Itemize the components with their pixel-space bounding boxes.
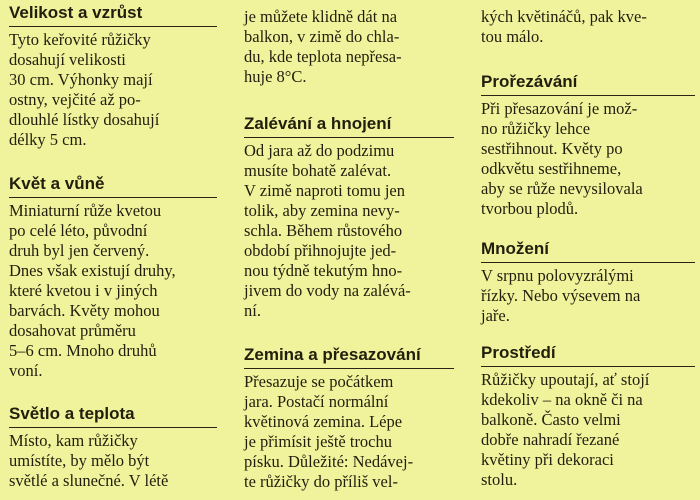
- column-2: [244, 0, 454, 500]
- text-line: jara. Postačí normální: [244, 392, 389, 411]
- text-line: Přesazuje se počátkem: [244, 372, 394, 391]
- text-line: Tyto keřovité růžičky: [9, 30, 151, 49]
- section-kvet: [9, 173, 217, 381]
- text-line: aby se růže nevysilovala: [481, 179, 643, 198]
- text-line: 30 cm. Výhonky mají: [9, 70, 153, 89]
- text-line: řízky. Nebo výsevem na: [481, 286, 641, 305]
- text-line: voní.: [9, 361, 43, 380]
- section-continued: [244, 4, 454, 87]
- section-zemina: [244, 344, 454, 492]
- text-line: světlé a slunečné. V létě: [9, 471, 169, 490]
- text-line: je můžete klidně dát na: [244, 7, 398, 26]
- text-line: Miniaturní růže kvetou: [9, 201, 162, 220]
- section-heading: Prořezávání: [481, 71, 695, 96]
- text-line: po celé léto, původní: [9, 221, 148, 240]
- column-3: [481, 0, 695, 500]
- section-body: [244, 141, 454, 321]
- text-line: délky 5 cm.: [9, 130, 87, 149]
- text-line: huje 8°C.: [244, 67, 307, 86]
- text-line: te růžičky do příliš vel-: [244, 472, 398, 491]
- section-body: [481, 99, 695, 219]
- section-svetlo: [9, 403, 217, 491]
- text-line: dosahují velikosti: [9, 50, 126, 69]
- text-line: dlouhlé lístky dosahují: [9, 110, 160, 129]
- text-line: druh byl jen červený.: [9, 241, 150, 260]
- section-body: [244, 7, 454, 87]
- section-continued: [481, 4, 695, 47]
- text-line: jivem do vody na zalévá-: [244, 281, 411, 300]
- section-heading: Prostředí: [481, 342, 695, 367]
- text-line: umístíte, by mělo být: [9, 451, 150, 470]
- text-line: V srpnu polovyzrálými: [481, 266, 634, 285]
- section-body: [481, 266, 695, 326]
- column-1: [9, 0, 217, 500]
- section-body: [481, 370, 695, 490]
- text-line: Od jara až do podzimu: [244, 141, 395, 160]
- text-line: je přimísit ještě trochu: [244, 432, 393, 451]
- text-line: balkoně. Často velmi: [481, 410, 621, 429]
- text-line: období přihnojujte jed-: [244, 241, 397, 260]
- text-line: Při přesazování je mož-: [481, 99, 638, 118]
- text-line: dobře nahradí řezané: [481, 430, 620, 449]
- text-line: Místo, kam růžičky: [9, 431, 138, 450]
- text-line: musíte bohatě zalévat.: [244, 161, 392, 180]
- text-line: kdekoliv – na okně či na: [481, 390, 643, 409]
- text-line: tou málo.: [481, 27, 544, 46]
- text-line: Dnes však existují druhy,: [9, 261, 176, 280]
- section-prorezavani: [481, 71, 695, 219]
- text-line: stolu.: [481, 470, 518, 489]
- text-line: schla. Během růstového: [244, 221, 403, 240]
- section-heading: Velikost a vzrůst: [9, 2, 217, 27]
- text-line: tolik, aby zemina nevy-: [244, 201, 400, 220]
- text-line: kých květináčů, pak kve-: [481, 7, 647, 26]
- section-body: [244, 372, 454, 492]
- section-body: [481, 7, 695, 47]
- text-line: V zimě naproti tomu jen: [244, 181, 405, 200]
- section-body: [9, 201, 217, 381]
- text-line: písku. Důležité: Nedávej-: [244, 452, 414, 471]
- text-line: du, kde teplota nepřesa-: [244, 47, 402, 66]
- text-line: no růžičky lehce: [481, 119, 591, 138]
- text-line: jaře.: [481, 306, 510, 325]
- section-heading: Množení: [481, 238, 695, 263]
- text-line: květinová zemina. Lépe: [244, 412, 403, 431]
- text-line: 5–6 cm. Mnoho druhů: [9, 341, 157, 360]
- section-body: [9, 431, 217, 491]
- section-mnozeni: [481, 238, 695, 326]
- section-body: [9, 30, 217, 150]
- text-line: ní.: [244, 301, 261, 320]
- text-line: sestřihnout. Květy po: [481, 139, 623, 158]
- section-zalevani: [244, 113, 454, 321]
- text-line: které kvetou i v jiných: [9, 281, 158, 300]
- text-line: dosahovat průměru: [9, 321, 136, 340]
- text-line: tvorbou plodů.: [481, 199, 579, 218]
- text-line: nou týdně tekutým hno-: [244, 261, 403, 280]
- text-line: balkon, v zimě do chla-: [244, 27, 400, 46]
- section-heading: Zemina a přesazování: [244, 344, 454, 369]
- section-prostredi: [481, 342, 695, 490]
- section-heading: Květ a vůně: [9, 173, 217, 198]
- text-line: Růžičky upoutají, ať stojí: [481, 370, 650, 389]
- text-line: květiny při dekoraci: [481, 450, 614, 469]
- section-heading: Světlo a teplota: [9, 403, 217, 428]
- text-line: odkvětu sestřihneme,: [481, 159, 622, 178]
- text-line: ostny, vejčité až po-: [9, 90, 141, 109]
- section-heading: Zalévání a hnojení: [244, 113, 454, 138]
- text-line: barvách. Květy mohou: [9, 301, 160, 320]
- section-velikost: [9, 2, 217, 150]
